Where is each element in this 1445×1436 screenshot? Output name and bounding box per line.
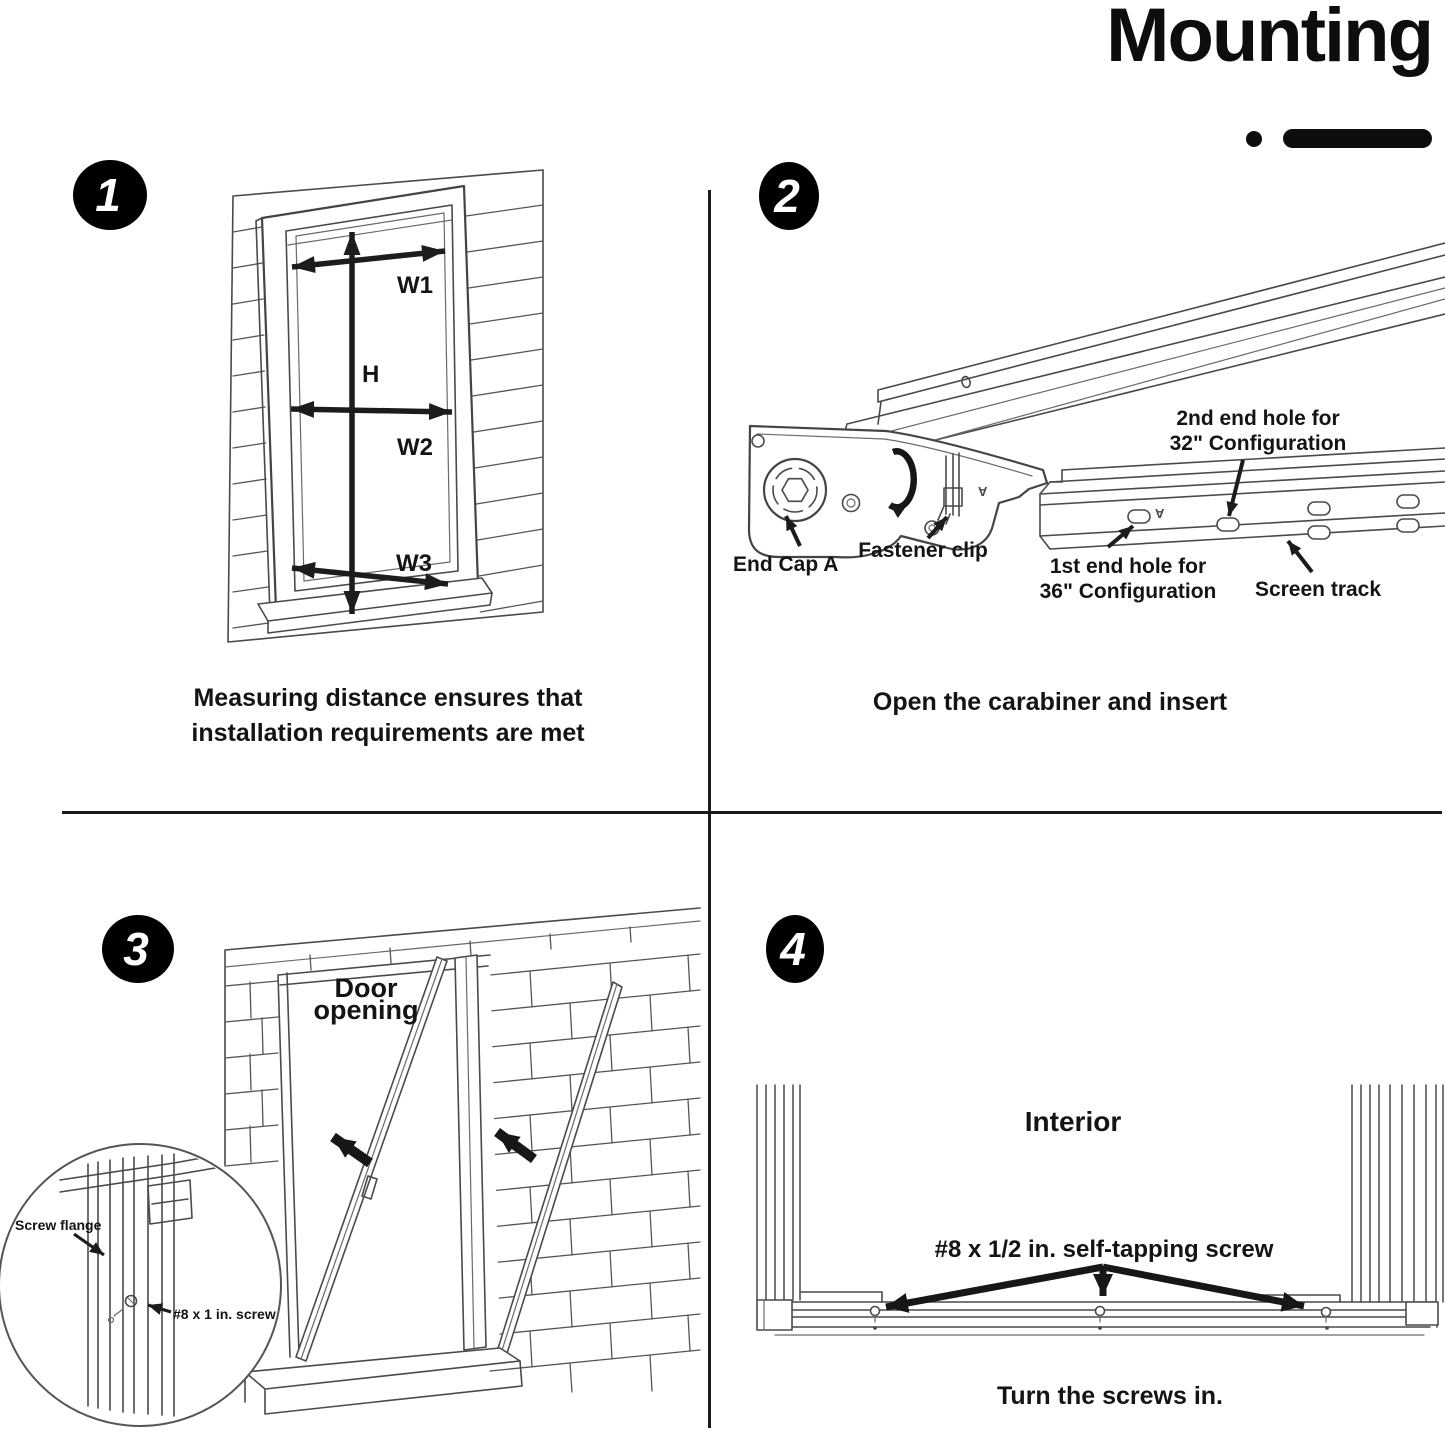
label-self-tapping-screw: #8 x 1/2 in. self-tapping screw <box>934 1236 1274 1263</box>
measure-label-w1: W1 <box>397 272 433 299</box>
label-2nd-end-hole: 2nd end hole for 32" Configuration <box>1169 407 1347 455</box>
label-door-opening: Door opening <box>313 973 419 1025</box>
title-dot-decoration <box>1246 131 1262 147</box>
step-1-badge: 1 <box>73 160 147 230</box>
measure-arrow-w2 <box>291 409 452 412</box>
title-dash-decoration <box>1283 129 1432 148</box>
label-end-cap-a: End Cap A <box>733 553 839 576</box>
measure-label-w3: W3 <box>396 550 432 577</box>
step-1-caption: Measuring distance ensures that installation requirements are met <box>191 684 585 747</box>
label-interior: Interior <box>1024 1106 1122 1137</box>
measure-label-w2: W2 <box>397 434 433 461</box>
quadrant-divider-horizontal <box>62 811 1442 814</box>
embossed-a-mark-cap: A <box>978 484 988 499</box>
label-fastener-clip: Fastener clip <box>858 539 988 562</box>
measure-label-h: H <box>362 361 380 388</box>
tilted-frame-right <box>495 982 622 1363</box>
page-title: Mounting <box>1106 0 1432 78</box>
quadrant-divider-vertical <box>708 190 711 1428</box>
label-screw-flange: Screw flange <box>15 1217 102 1233</box>
step-4-caption: Turn the screws in. <box>997 1382 1223 1410</box>
screw-flange-inset <box>0 1144 281 1426</box>
step-3-badge: 3 <box>102 915 174 983</box>
label-8x1-screw: #8 x 1 in. screw <box>173 1306 276 1322</box>
step-2-badge: 2 <box>759 162 819 230</box>
screw-pointer-arrows <box>886 1266 1304 1307</box>
step-4-badge: 4 <box>766 915 824 983</box>
step-2-caption: Open the carabiner and insert <box>872 688 1228 716</box>
label-1st-end-hole: 1st end hole for 36" Configuration <box>1039 555 1217 603</box>
embossed-a-mark-track: A <box>1155 506 1165 521</box>
push-arrow-right <box>497 1132 534 1159</box>
label-screen-track: Screen track <box>1254 578 1382 601</box>
step1-window-measure-drawing <box>228 170 543 642</box>
